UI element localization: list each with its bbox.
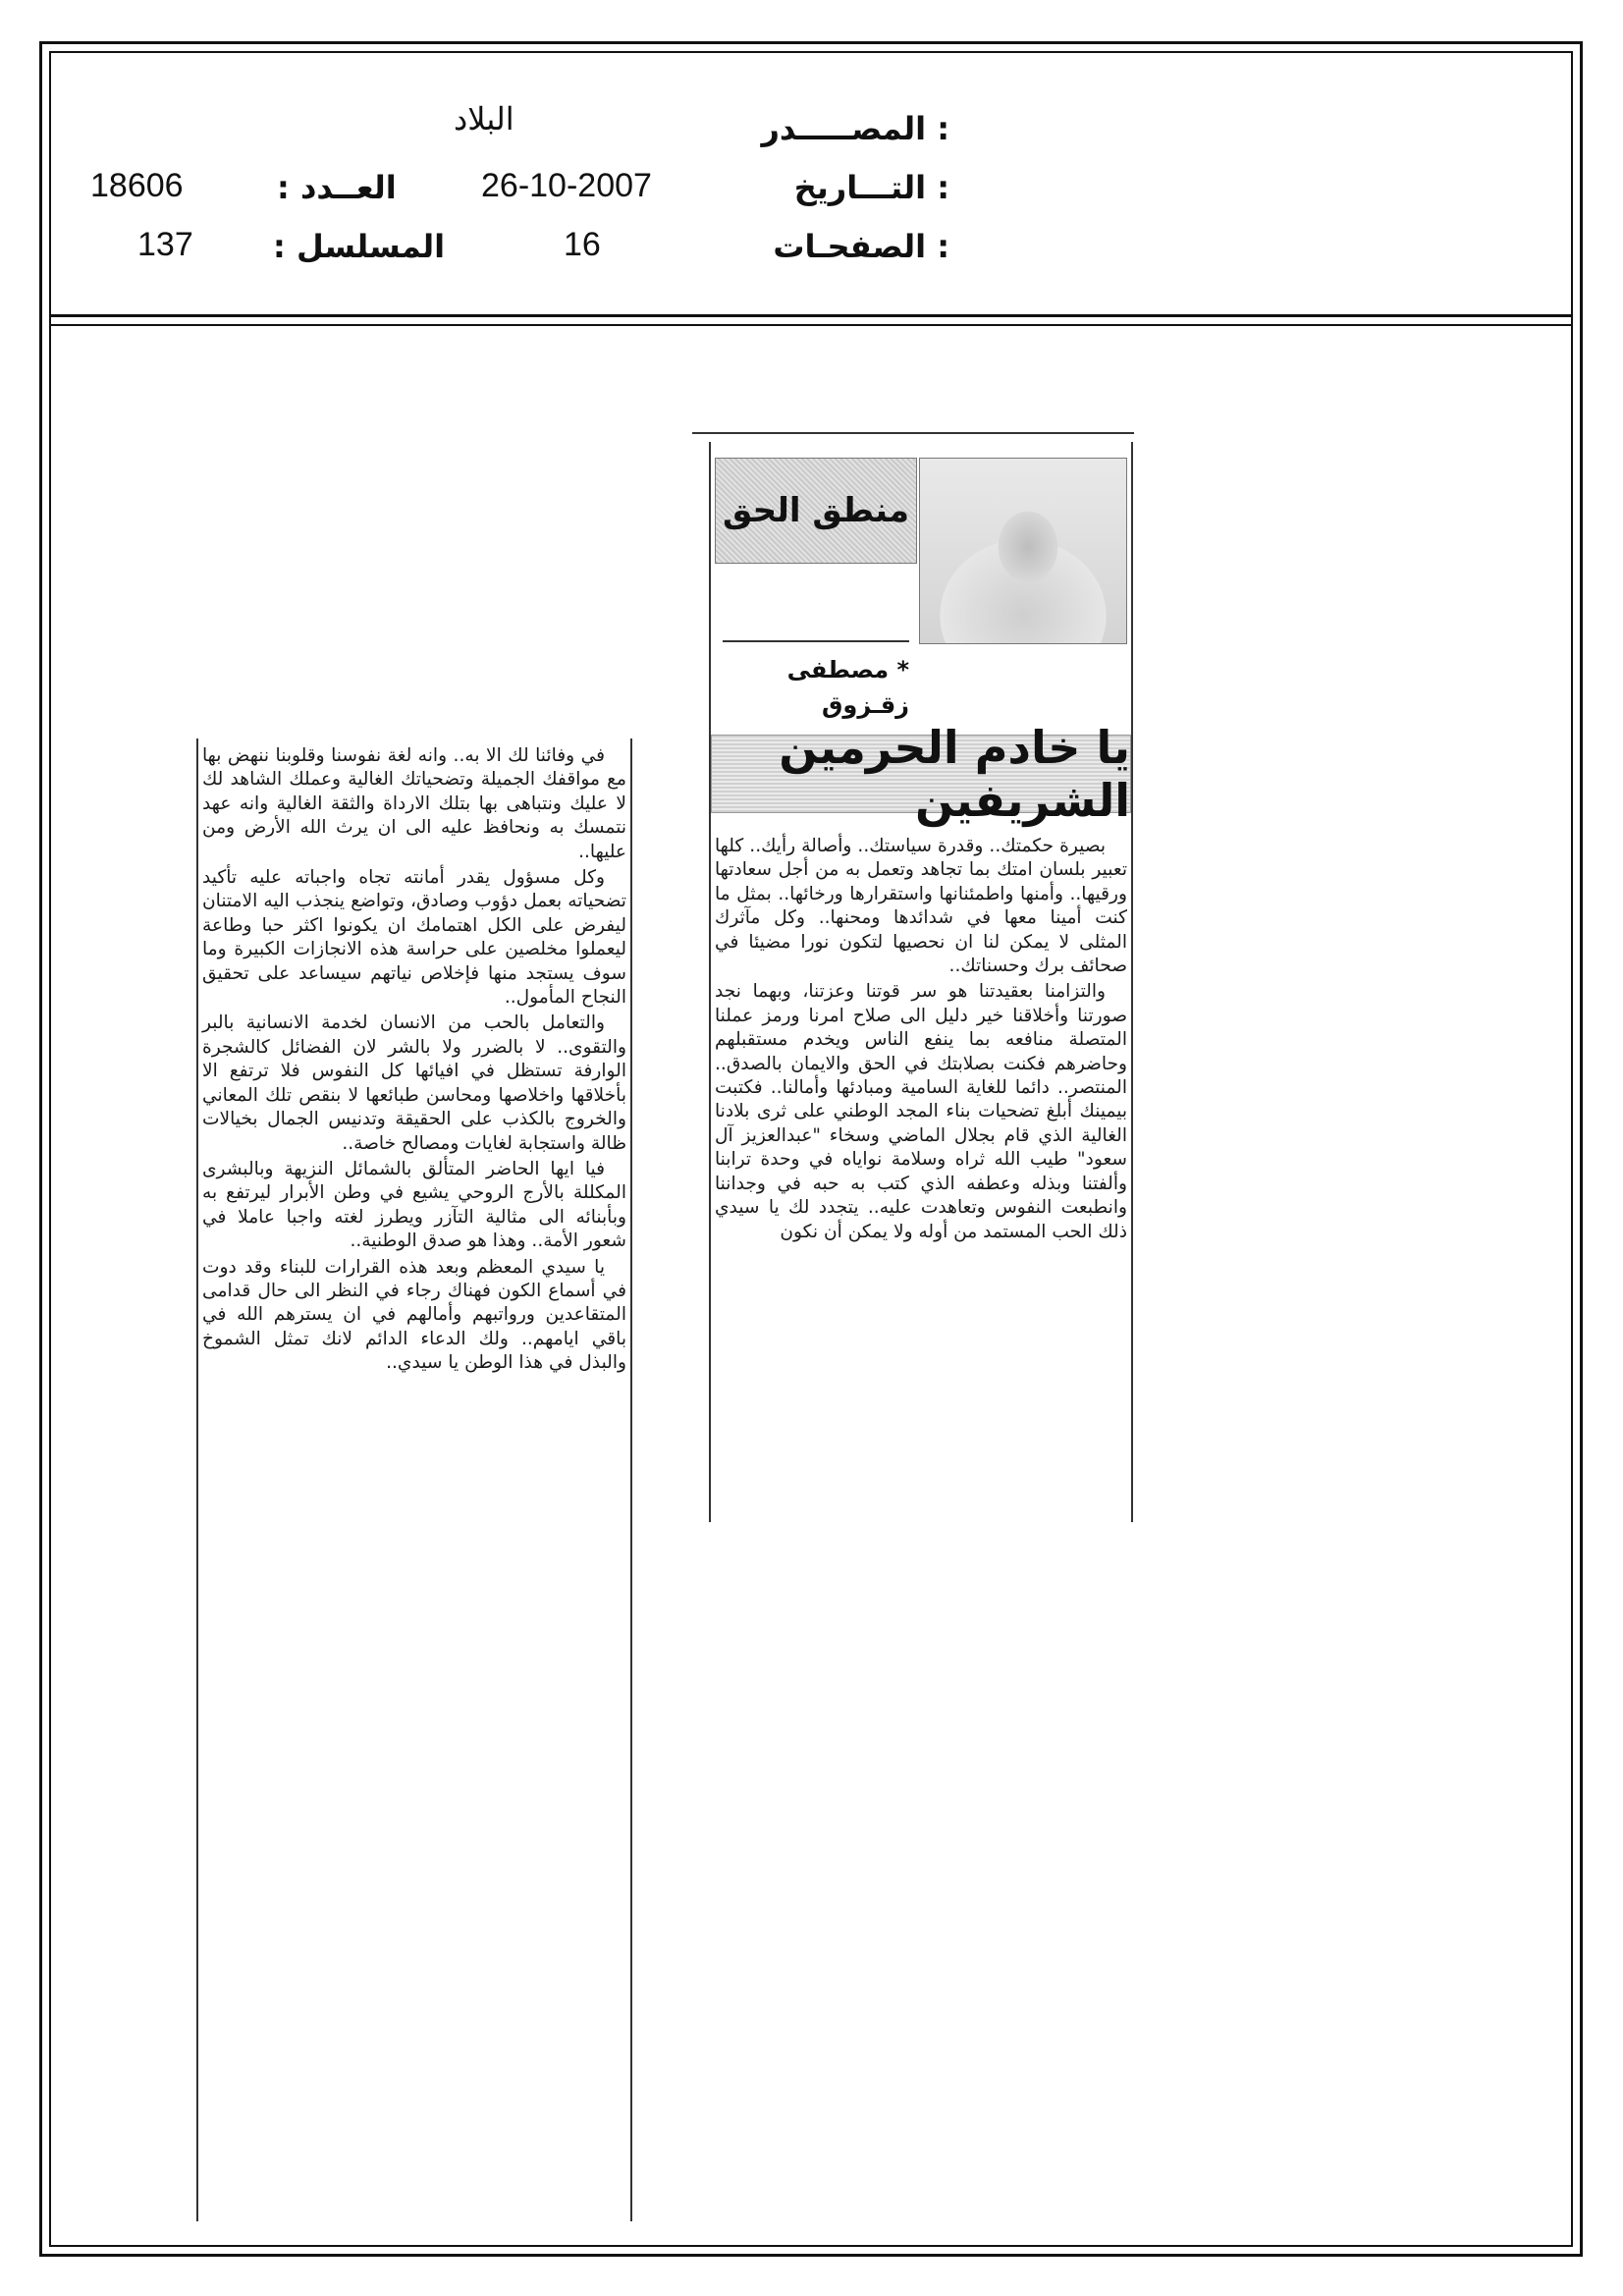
clipping-top-rule [692, 432, 1134, 434]
article-paragraph: فيا ايها الحاضر المتألق بالشمائل النزيهة وبالبشرى المكللة بالأرج الروحي يشيع في وطن الأبرار ليرتفع به وبأبنائه الى مثالية التآزر ويطرز لغته واجبا عاملا في شعور الأمة.. وهذا هو صدق الوطنية.. [202, 1158, 626, 1252]
clipping-outer-rule [1131, 442, 1133, 1522]
pages-label: الصفحـات : [773, 228, 949, 265]
header-divider-bottom [49, 324, 1573, 326]
author-byline [723, 652, 909, 723]
column-logo: منطق الحق [715, 458, 917, 564]
article-paragraph: في وفائنا لك الا به.. وانه لغة نفوسنا وقلوبنا ننهض بها مع مواقفك الجميلة وتضحياتك الغالية وعملك الشاهد لك لا عليك ونتباهى بها بتلك الارداة والثقة الغالية وانه عهد نتمسك به ونحافظ عليه الى ان يرث الله الأرض ومن عليها.. [202, 745, 626, 862]
article-column-left [202, 744, 626, 1378]
author-line-2: زقـزوق [821, 691, 909, 719]
serial-value: 137 [137, 226, 193, 263]
issue-label: العــدد : [277, 169, 397, 206]
article-column-right [715, 835, 1127, 1246]
source-label: المصـــــدر : [761, 110, 949, 147]
issue-value: 18606 [90, 167, 184, 204]
date-value: 26-10-2007 [481, 167, 652, 204]
article-paragraph: وكل مسؤول يقدر أمانته تجاه واجباته عليه تأكيد تضحياته بعمل دؤوب وصادق، وتواضع ينجذب اليه الامتنان ليفرض على الكل اهتمامك ان يكونوا اكثر حبا وطاعة ليعملوا مخلصين على حراسة هذه الانجازات الكبيرة وما سوف يستجد منها فإخلاص نياتهم سيساعد على تحقيق النجاح المأمول.. [202, 867, 626, 1009]
clipping-right-col-rule [709, 442, 711, 1522]
header-divider-top [49, 314, 1573, 317]
clipping-left-col-rule-r [630, 738, 632, 2221]
author-photo [919, 458, 1127, 644]
author-line-1: * مصطفى [786, 656, 909, 683]
article-headline: يا خادم الحرمين الشريفين [711, 735, 1131, 813]
serial-label: المسلسل : [273, 228, 446, 265]
source-value: البلاد [454, 101, 514, 137]
pages-value: 16 [564, 226, 601, 263]
article-paragraph: والتزامنا بعقيدتنا هو سر قوتنا وعزتنا، وبهما نجد صورتنا وأخلاقنا خير دليل الى صلاح امرنا ورمز عملنا المتصلة منافعه بما ينفع الناس ويخدم مستقبلهم وحاضرهم فكنت بصلابتك في الحق والايمان بالصدق.. المنتصر.. دائما للغاية السامية ومبادئها وأمالنا.. فكتبت بيمينك أبلغ تضحيات بناء المجد الوطني على ثرى بلادنا الغالية الذي قام بجلال الماضي وسخاء "عبدالعزيز آل سعود" طيب الله ثراه وسلامة نواياه في وحدة ترابنا وألفتنا وبذله وعطفه الذي كتب به حبه في وجداننا وانطبعت النفوس وتعاهدت عليه.. يتجدد لك يا سيدي ذلك الحب المستمد من أوله ولا يمكن أن نكون [715, 981, 1127, 1242]
article-paragraph: يا سيدي المعظم وبعد هذه القرارات للبناء وقد دوت في أسماع الكون فهناك رجاء في النظر الى حال قدامى المتقاعدين ورواتبهم وأمالهم في ان يسترهم الله في باقي ايامهم.. ولك الدعاء الدائم لانك تمثل الشموخ والبذل في هذا الوطن يا سيدي.. [202, 1256, 626, 1374]
article-paragraph: والتعامل بالحب من الانسان لخدمة الانسانية بالبر والتقوى.. لا بالضرر ولا بالشر لان الفضائل كالشجرة الوارفة تستظل في افيائها كل النفوس فلا ترتفع الا بأخلاقها واخلاصها ومحاسن طبائعها لا بنقص تلك المعاني والخروج بالكذب على الحقيقة وتدنيس الجمال بخيالات ظالة واستجابة لغايات ومصالح خاصة.. [202, 1012, 626, 1154]
clipping-left-col-rule-l [196, 738, 198, 2221]
byline-rule [723, 640, 909, 642]
article-paragraph: بصيرة حكمتك.. وقدرة سياستك.. وأصالة رأيك.. كلها تعبير بلسان امتك بما تجاهد وتعمل به من أجل سعادتها ورقيها.. وأمنها واطمئنانها واستقرارها ورخائها.. بمثل ما كنت أمينا معها في شدائدها ومحنها.. وكل مآثرك المثلى لا يمكن لنا ان نحصيها لتكون نورا مضيئا في صحائف برك وحسناتك.. [715, 836, 1127, 977]
date-label: التـــاريخ : [793, 169, 949, 206]
